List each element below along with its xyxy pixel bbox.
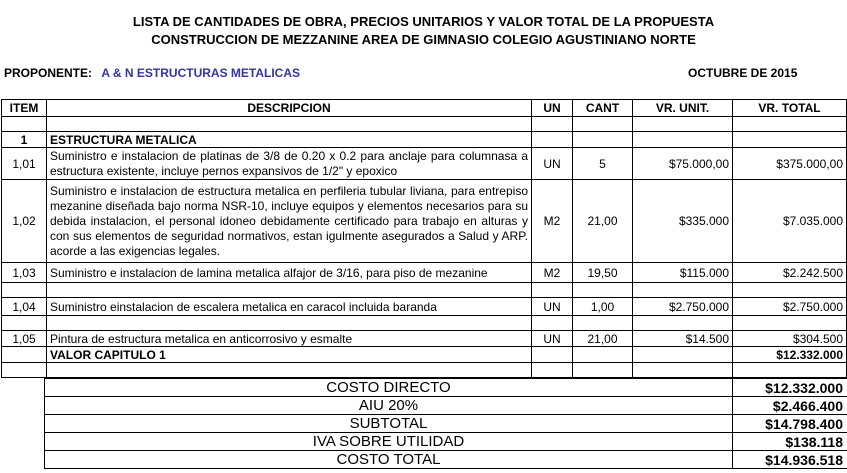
row-quantity: 21,00 xyxy=(573,331,633,347)
blank-row xyxy=(2,117,847,132)
proponent-label: PROPONENTE: xyxy=(4,66,93,80)
proponent-name: A & N ESTRUCTURAS METALICAS xyxy=(101,66,301,80)
blank-row xyxy=(2,363,847,378)
section-row xyxy=(2,132,847,148)
summary-value: $138.118 xyxy=(733,433,847,451)
col-header-total: VR. TOTAL xyxy=(733,100,847,117)
proponent-block xyxy=(4,66,300,80)
blank-row xyxy=(2,316,847,331)
row-unit-price: $75.000,00 xyxy=(633,148,733,180)
row-unit: M2 xyxy=(532,180,573,263)
summary-row-grand-total xyxy=(45,451,847,469)
summary-value: $2.466.400 xyxy=(733,397,847,415)
summary-row xyxy=(45,379,847,397)
row-description: Pintura de estructura metalica en anticorrosivo y esmalte xyxy=(47,331,532,347)
row-quantity: 21,00 xyxy=(573,180,633,263)
col-header-unit-price: VR. UNIT. xyxy=(633,100,733,117)
row-total: $304.500 xyxy=(733,331,847,347)
summary-value: $12.332.000 xyxy=(733,379,847,397)
table-header-row xyxy=(2,100,847,117)
chapter-total-value: $12.332.000 xyxy=(733,347,847,363)
col-header-quantity: CANT xyxy=(573,100,633,117)
row-unit: M2 xyxy=(532,263,573,283)
row-unit: UN xyxy=(532,331,573,347)
col-header-item: ITEM xyxy=(2,100,47,117)
row-total: $7.035.000 xyxy=(733,180,847,263)
table-row xyxy=(2,148,847,180)
col-header-description: DESCRIPCION xyxy=(47,100,532,117)
summary-row xyxy=(45,433,847,451)
document-title-line1: LISTA DE CANTIDADES DE OBRA, PRECIOS UNITARIOS Y VALOR TOTAL DE LA PROPUESTA xyxy=(132,14,715,29)
row-quantity: 1,00 xyxy=(573,298,633,316)
table-row xyxy=(2,263,847,283)
summary-table xyxy=(44,378,847,469)
blank-row xyxy=(2,283,847,298)
row-description: Suministro e instalacion de lamina metalica alfajor de 3/16, para piso de mezanine xyxy=(47,263,532,283)
row-description: Suministro einstalacion de escalera metalica en caracol incluida baranda xyxy=(47,298,532,316)
table-row xyxy=(2,298,847,316)
row-item: 1,04 xyxy=(2,298,47,316)
summary-label: COSTO DIRECTO xyxy=(45,379,733,397)
col-header-unit: UN xyxy=(532,100,573,117)
row-item: 1,02 xyxy=(2,180,47,263)
row-unit-price: $115.000 xyxy=(633,263,733,283)
summary-label: COSTO TOTAL xyxy=(45,451,733,469)
row-unit-price: $2.750.000 xyxy=(633,298,733,316)
row-total: $375.000,00 xyxy=(733,148,847,180)
summary-label: SUBTOTAL xyxy=(45,415,733,433)
row-unit-price: $335.000 xyxy=(633,180,733,263)
row-description: Suministro e instalacion de estructura metalica en perfileria tubular liviana, para entrepiso mezanine diseñada bajo norma NSR-10, incluye equipos y elementos necesarios para su debida instalacion, el personal idoneo debidamente certificado para trabajo en alturas y con sus elementos de seguridad normativos, estan igulmente asegurados a Salud y ARP. acorde a las exigencias legales. xyxy=(47,180,532,263)
table-row xyxy=(2,180,847,263)
quantities-table xyxy=(1,99,847,378)
row-unit: UN xyxy=(532,298,573,316)
row-total: $2.242.500 xyxy=(733,263,847,283)
row-item: 1,05 xyxy=(2,331,47,347)
table-row xyxy=(2,331,847,347)
summary-label: AIU 20% xyxy=(45,397,733,415)
row-description: Suministro e instalacion de platinas de 3/8 de 0.20 x 0.2 para anclaje para columnasa a estructura existente, incluye pernos expansivos de 1/2" y epoxico xyxy=(47,148,532,180)
row-quantity: 19,50 xyxy=(573,263,633,283)
chapter-total-row xyxy=(2,347,847,363)
row-unit-price: $14.500 xyxy=(633,331,733,347)
summary-value: $14.798.400 xyxy=(733,415,847,433)
summary-value: $14.936.518 xyxy=(733,451,847,469)
summary-row xyxy=(45,415,847,433)
row-item: 1,03 xyxy=(2,263,47,283)
row-quantity: 5 xyxy=(573,148,633,180)
document-title-line2: CONSTRUCCION DE MEZZANINE AREA DE GIMNASIO COLEGIO AGUSTINIANO NORTE xyxy=(151,32,696,47)
row-total: $2.750.000 xyxy=(733,298,847,316)
chapter-total-label: VALOR CAPITULO 1 xyxy=(47,347,532,363)
document-date: OCTUBRE DE 2015 xyxy=(688,66,798,80)
row-unit: UN xyxy=(532,148,573,180)
summary-label: IVA SOBRE UTILIDAD xyxy=(45,433,733,451)
summary-row xyxy=(45,397,847,415)
section-title: ESTRUCTURA METALICA xyxy=(47,132,532,148)
row-item: 1,01 xyxy=(2,148,47,180)
section-number: 1 xyxy=(2,132,47,148)
